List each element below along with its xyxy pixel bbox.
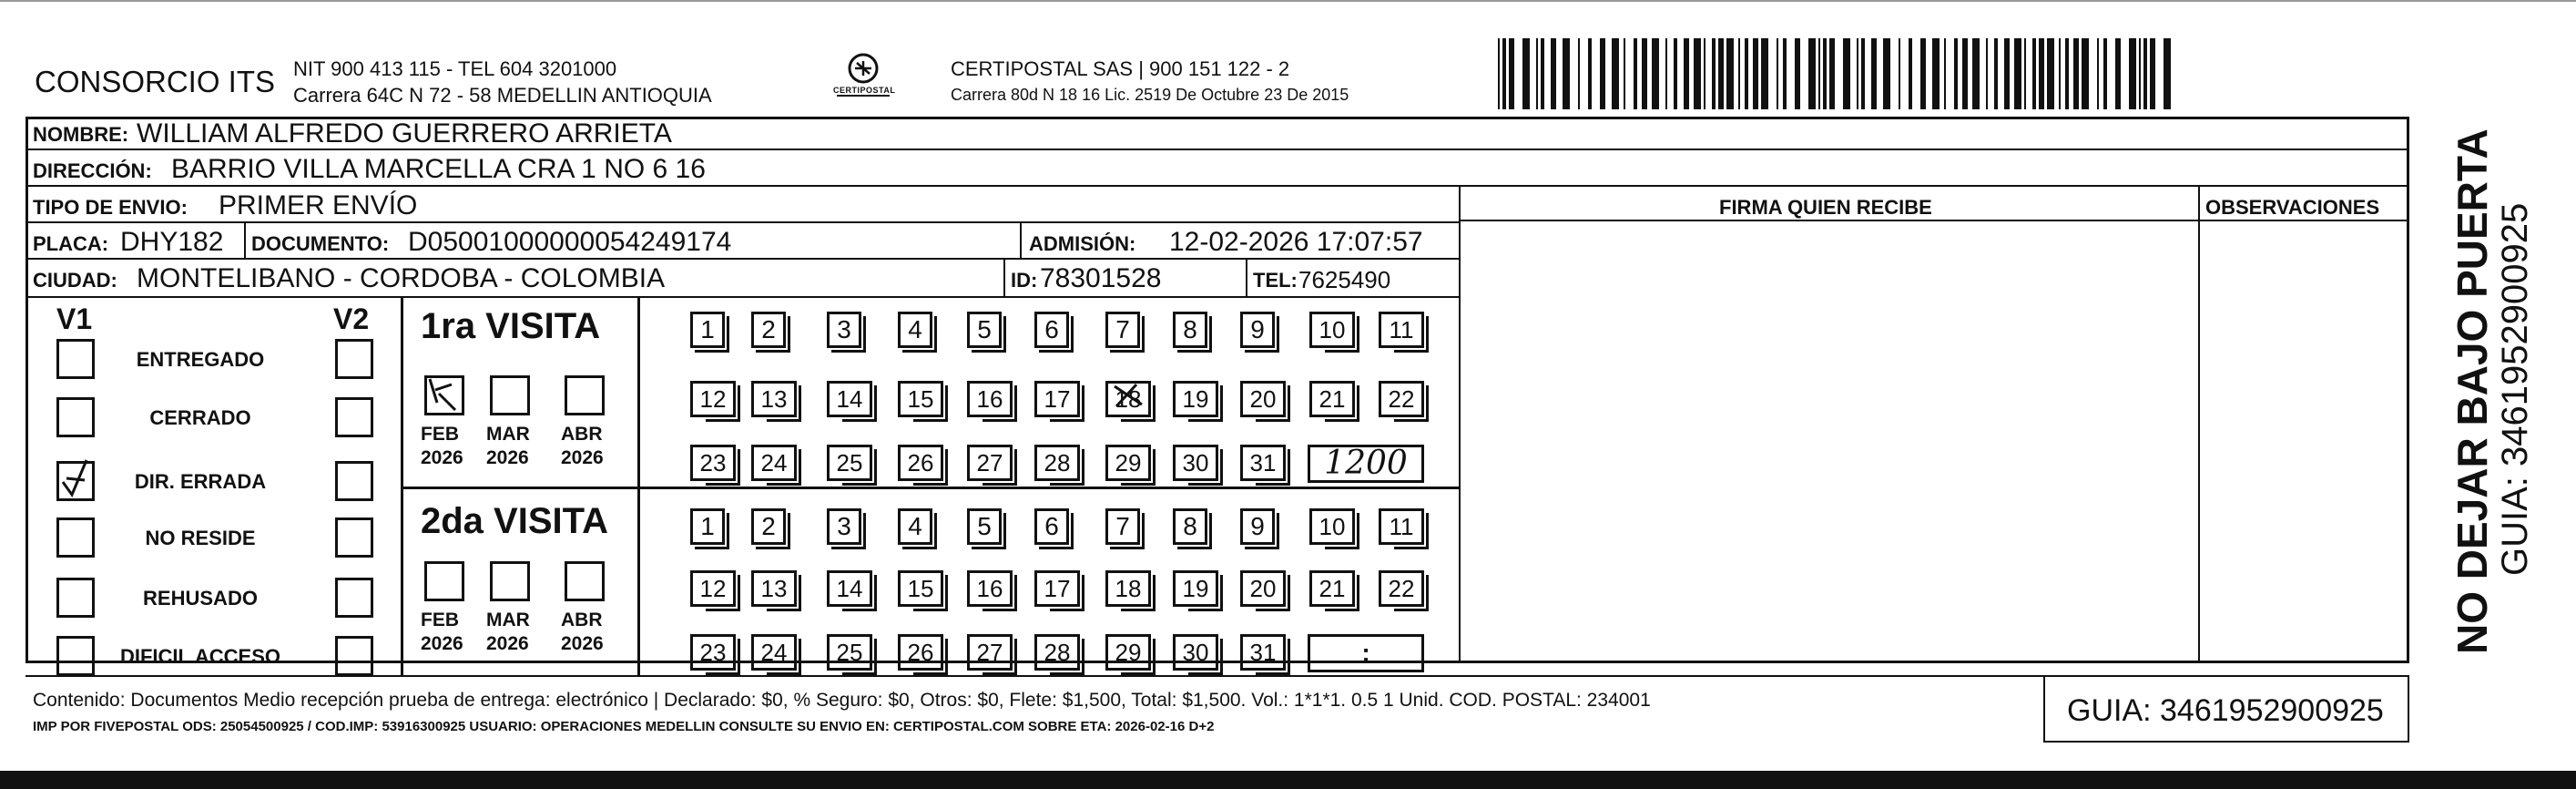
day-box[interactable]: 6	[1034, 312, 1069, 348]
day-box[interactable]: 8	[1173, 312, 1207, 348]
day-box[interactable]: 2	[751, 312, 786, 348]
day-box[interactable]: 12	[690, 570, 736, 607]
month-label: ABR	[561, 610, 603, 630]
day-box[interactable]: 26	[898, 634, 943, 671]
barcode-bar	[1541, 38, 1544, 109]
status-option-label: ENTREGADO	[136, 348, 265, 371]
day-box[interactable]: 21	[1309, 570, 1355, 607]
side-guia: GUIA: 3461952900925	[2495, 202, 2535, 576]
footer-right-rule	[2408, 675, 2409, 743]
side-warning: NO DEJAR BAJO PUERTA	[2449, 128, 2496, 654]
month-checkbox[interactable]	[424, 375, 464, 415]
tel-label: TEL:	[1253, 269, 1298, 292]
day-box[interactable]: 14	[827, 381, 872, 417]
company-nit-tel: NIT 900 413 115 - TEL 604 3201000	[293, 57, 617, 80]
rule-placa	[25, 258, 1459, 260]
split-months-days	[637, 296, 640, 675]
barcode-bar	[1563, 38, 1570, 109]
carrier-name: CERTIPOSTAL SAS | 900 151 122 - 2	[951, 57, 1290, 80]
documento-value: D05001000000054249174	[408, 227, 732, 257]
day-box[interactable]: 30	[1173, 445, 1218, 481]
day-box[interactable]: 16	[967, 570, 1013, 607]
barcode-bar	[2082, 38, 2089, 109]
day-box[interactable]: 22	[1379, 381, 1424, 417]
barcode-bar	[1642, 38, 1647, 109]
v2-checkbox[interactable]	[335, 636, 373, 676]
month-label: MAR	[486, 424, 530, 445]
year-label: 2026	[561, 633, 604, 654]
day-box[interactable]: 31	[1240, 634, 1286, 671]
footer-line1: Contenido: Documentos Medio recepción prueba de entrega: electrónico | Declarado: $0, % Seguro: $0, Otros: $0, Flete: $1,500, Total: $1,500. Vol.: 1*1*1. 0.5 1 Unid. COD. POSTAL: 234001	[33, 690, 1651, 711]
direccion-value: BARRIO VILLA MARCELLA CRA 1 NO 6 16	[171, 154, 706, 184]
day-box[interactable]: 28	[1034, 634, 1080, 671]
barcode-bar	[1944, 38, 1946, 109]
year-label: 2026	[421, 447, 463, 468]
barcode-bar	[2004, 38, 2010, 109]
tel-value: 7625490	[1298, 266, 1391, 293]
barcode-bar	[1712, 38, 1716, 109]
status-option-label: CERRADO	[149, 406, 251, 429]
barcode-bar	[1986, 38, 1988, 109]
rule-footer	[25, 675, 2409, 677]
month-label: MAR	[486, 610, 530, 630]
barcode-bar	[1761, 38, 1768, 109]
day-box[interactable]: 17	[1034, 381, 1080, 417]
barcode-bar	[1829, 38, 1835, 109]
tipo-value: PRIMER ENVÍO	[219, 190, 418, 220]
day-box[interactable]: 24	[751, 634, 797, 671]
year-label: 2026	[561, 447, 604, 468]
day-box[interactable]: 14	[827, 570, 872, 607]
barcode-bar	[2139, 38, 2141, 109]
company-address: Carrera 64C N 72 - 58 MEDELLIN ANTIOQUIA	[293, 84, 712, 107]
rule-nombre	[25, 149, 2409, 150]
barcode-bar	[2143, 38, 2147, 109]
barcode	[1498, 38, 2181, 111]
barcode-bar	[1883, 38, 1890, 109]
barcode-bar	[1777, 38, 1778, 109]
day-box[interactable]: 8	[1173, 508, 1207, 545]
day-box[interactable]: 3	[827, 508, 861, 545]
barcode-bar	[1612, 38, 1619, 109]
barcode-bar	[1920, 38, 1926, 109]
barcode-bar	[1509, 38, 1514, 109]
year-label: 2026	[486, 447, 529, 468]
day-box[interactable]: 19	[1173, 570, 1218, 607]
day-box[interactable]: 20	[1240, 570, 1286, 607]
barcode-bar	[1843, 38, 1850, 109]
footer-guia: GUIA: 3461952900925	[2067, 693, 2384, 728]
barcode-bar	[1634, 38, 1637, 109]
split-id-tel	[1246, 258, 1247, 296]
day-box[interactable]: 26	[898, 445, 943, 481]
v1-header: V1	[56, 302, 93, 335]
day-box[interactable]: 7	[1105, 508, 1140, 545]
day-box[interactable]: 9	[1240, 312, 1275, 348]
bottom-band	[0, 771, 2576, 789]
split-footer-guia	[2043, 675, 2045, 743]
barcode-bar	[1909, 38, 1912, 109]
barcode-bar	[1536, 38, 1538, 109]
certipostal-logo	[831, 50, 895, 105]
barcode-bar	[1600, 38, 1605, 109]
day-box[interactable]: 12	[690, 381, 736, 417]
barcode-bar	[1871, 38, 1877, 109]
day-box[interactable]: 20	[1240, 381, 1286, 417]
handwritten-mark	[1109, 377, 1149, 422]
rule-firma-left	[1459, 185, 1461, 663]
second-visit-title: 2da VISITA	[421, 501, 608, 541]
barcode-bar	[1823, 38, 1827, 109]
first-visit-time[interactable]: 1200	[1308, 445, 1424, 483]
barcode-bar	[2073, 38, 2079, 109]
day-box[interactable]: 27	[967, 445, 1013, 481]
day-box[interactable]: 1	[690, 312, 725, 348]
barcode-bar	[2047, 38, 2054, 109]
day-box[interactable]: 13	[751, 381, 797, 417]
barcode-bar	[1962, 38, 1968, 109]
day-box[interactable]: 27	[967, 634, 1013, 671]
barcode-bar	[1522, 38, 1530, 109]
day-box[interactable]: 23	[690, 445, 736, 481]
day-box[interactable]: 16	[967, 381, 1013, 417]
day-box[interactable]: 7	[1105, 312, 1140, 348]
barcode-bar	[1665, 38, 1667, 109]
barcode-bar	[1808, 38, 1816, 109]
status-option-label: DIR. ERRADA	[134, 470, 267, 493]
placa-label: PLACA:	[33, 232, 109, 255]
barcode-bar	[2129, 38, 2136, 109]
barcode-bar	[1861, 38, 1865, 109]
barcode-bar	[1578, 38, 1580, 109]
day-box[interactable]: 29	[1105, 634, 1151, 671]
rule-obs-left	[2198, 185, 2200, 663]
admision-label: ADMISIÓN:	[1029, 232, 1136, 255]
day-box[interactable]: 6	[1034, 508, 1069, 545]
v2-checkbox[interactable]	[335, 578, 373, 618]
day-box[interactable]: 10	[1309, 312, 1355, 348]
split-ciudad-id	[1003, 258, 1005, 296]
day-box[interactable]: 5	[967, 508, 1002, 545]
tipo-label: TIPO DE ENVIO:	[33, 196, 188, 219]
first-visit-title: 1ra VISITA	[421, 306, 601, 346]
barcode-bar	[1674, 38, 1677, 109]
day-box[interactable]: 13	[751, 570, 797, 607]
split-status-visits	[401, 296, 403, 675]
barcode-bar	[1745, 38, 1748, 109]
footer-line2: IMP POR FIVEPOSTAL ODS: 25054500925 / COD.IMP: 53916300925 USUARIO: OPERACIONES MEDELLIN CONSULTE SU ENVIO EN: CERTIPOSTAL.COM SOBRE ETA: 2026-02-16 D+2	[33, 719, 1215, 734]
barcode-bar	[1954, 38, 1958, 109]
day-box[interactable]: 31	[1240, 445, 1286, 481]
barcode-bar	[1718, 38, 1724, 109]
nombre-value: WILLIAM ALFREDO GUERRERO ARRIETA	[137, 118, 672, 149]
day-box[interactable]: 17	[1034, 570, 1080, 607]
firma-label: FIRMA QUIEN RECIBE	[1719, 196, 1932, 219]
barcode-bar	[1684, 38, 1689, 109]
barcode-bar	[1738, 38, 1740, 109]
status-option-label: NO RESIDE	[145, 527, 256, 549]
barcode-bar	[2115, 38, 2121, 109]
barcode-bar	[2014, 38, 2021, 109]
year-label: 2026	[421, 633, 463, 654]
barcode-bar	[1498, 38, 1500, 109]
barcode-bar	[2065, 38, 2069, 109]
split-placa-doc	[244, 221, 246, 258]
barcode-bar	[1551, 38, 1556, 109]
day-box[interactable]: 4	[898, 312, 932, 348]
barcode-bar	[1994, 38, 1998, 109]
day-box[interactable]: 23	[690, 634, 736, 671]
month-checkbox[interactable]	[424, 561, 464, 601]
barcode-bar	[2039, 38, 2044, 109]
day-box[interactable]: 11	[1379, 508, 1424, 545]
day-box[interactable]: 9	[1240, 508, 1275, 545]
placa-value: DHY182	[120, 227, 224, 257]
company-name: CONSORCIO ITS	[35, 65, 276, 98]
day-box[interactable]: 3	[827, 312, 861, 348]
barcode-bar	[1588, 38, 1592, 109]
day-box[interactable]: 25	[827, 634, 872, 671]
v2-checkbox[interactable]	[335, 517, 373, 558]
month-checkbox[interactable]	[490, 561, 530, 601]
rule-tipo-left	[25, 221, 1459, 223]
day-box[interactable]: 4	[898, 508, 932, 545]
direccion-label: DIRECCIÓN:	[33, 159, 152, 182]
month-label: FEB	[421, 424, 459, 445]
barcode-bar	[1795, 38, 1800, 109]
day-box[interactable]: 25	[827, 445, 872, 481]
day-box[interactable]: 11	[1379, 312, 1424, 348]
barcode-bar	[1694, 38, 1701, 109]
split-doc-adm	[1020, 221, 1022, 258]
month-checkbox[interactable]	[565, 375, 605, 415]
month-checkbox[interactable]	[490, 375, 530, 415]
day-box[interactable]: 19	[1173, 381, 1218, 417]
barcode-bar	[1753, 38, 1758, 109]
day-box[interactable]: 15	[898, 381, 943, 417]
barcode-bar	[2164, 38, 2171, 109]
status-option-label: DIFICIL ACCESO	[119, 645, 280, 668]
barcode-bar	[1624, 38, 1625, 109]
carrier-address: Carrera 80d N 18 16 Lic. 2519 De Octubre 23 De 2015	[951, 86, 1349, 104]
barcode-bar	[1972, 38, 1980, 109]
rule-direccion	[25, 185, 2409, 187]
barcode-bar	[2059, 38, 2061, 109]
barcode-bar	[2103, 38, 2107, 109]
logo-text: CERTIPOSTAL	[833, 86, 896, 95]
month-checkbox[interactable]	[565, 561, 605, 601]
id-value: 78301528	[1040, 263, 1162, 293]
documento-label: DOCUMENTO:	[251, 232, 390, 255]
top-rule	[0, 0, 2576, 2]
barcode-bar	[2097, 38, 2099, 109]
v2-checkbox[interactable]	[335, 461, 373, 501]
barcode-bar	[1899, 38, 1900, 109]
observaciones-label: OBSERVACIONES	[2205, 196, 2380, 219]
barcode-bar	[1932, 38, 1940, 109]
day-box[interactable]: 5	[967, 312, 1002, 348]
ciudad-label: CIUDAD:	[33, 269, 117, 292]
barcode-bar	[2024, 38, 2026, 109]
barcode-bar	[1783, 38, 1787, 109]
day-box[interactable]: 24	[751, 445, 797, 481]
day-box[interactable]: 22	[1379, 570, 1424, 607]
month-label: ABR	[561, 424, 603, 445]
nombre-label: NOMBRE:	[33, 123, 129, 146]
day-box[interactable]: 28	[1034, 445, 1080, 481]
rule-ciudad	[25, 296, 1459, 298]
barcode-bar	[2150, 38, 2155, 109]
day-box[interactable]: 18	[1105, 570, 1151, 607]
barcode-bar	[1502, 38, 1506, 109]
v2-header: V2	[333, 302, 370, 335]
admision-value: 12-02-2026 17:07:57	[1169, 227, 1423, 257]
id-label: ID:	[1011, 269, 1038, 292]
day-box[interactable]: 30	[1173, 634, 1218, 671]
barcode-bar	[1857, 38, 1858, 109]
day-box[interactable]: 29	[1105, 445, 1151, 481]
day-box[interactable]: 1	[690, 508, 725, 545]
day-box[interactable]: 21	[1309, 381, 1355, 417]
rule-firma-header	[1459, 220, 2409, 221]
month-label: FEB	[421, 610, 459, 630]
second-visit-time[interactable]: :	[1308, 634, 1424, 672]
day-box[interactable]: 2	[751, 508, 786, 545]
barcode-bar	[2032, 38, 2036, 109]
status-option-label: REHUSADO	[143, 587, 258, 610]
v2-checkbox[interactable]	[335, 397, 373, 437]
v2-checkbox[interactable]	[335, 339, 373, 379]
barcode-bar	[1652, 38, 1659, 109]
ciudad-value: MONTELIBANO - CORDOBA - COLOMBIA	[137, 263, 666, 293]
day-box[interactable]: 15	[898, 570, 943, 607]
barcode-bar	[1818, 38, 1820, 109]
day-box[interactable]: 10	[1309, 508, 1355, 545]
footer-bottom-rule	[2043, 741, 2409, 743]
barcode-bar	[1726, 38, 1734, 109]
barcode-bar	[1704, 38, 1705, 109]
year-label: 2026	[486, 633, 529, 654]
day-box[interactable]: 18	[1105, 381, 1151, 417]
split-visits	[401, 487, 1459, 489]
